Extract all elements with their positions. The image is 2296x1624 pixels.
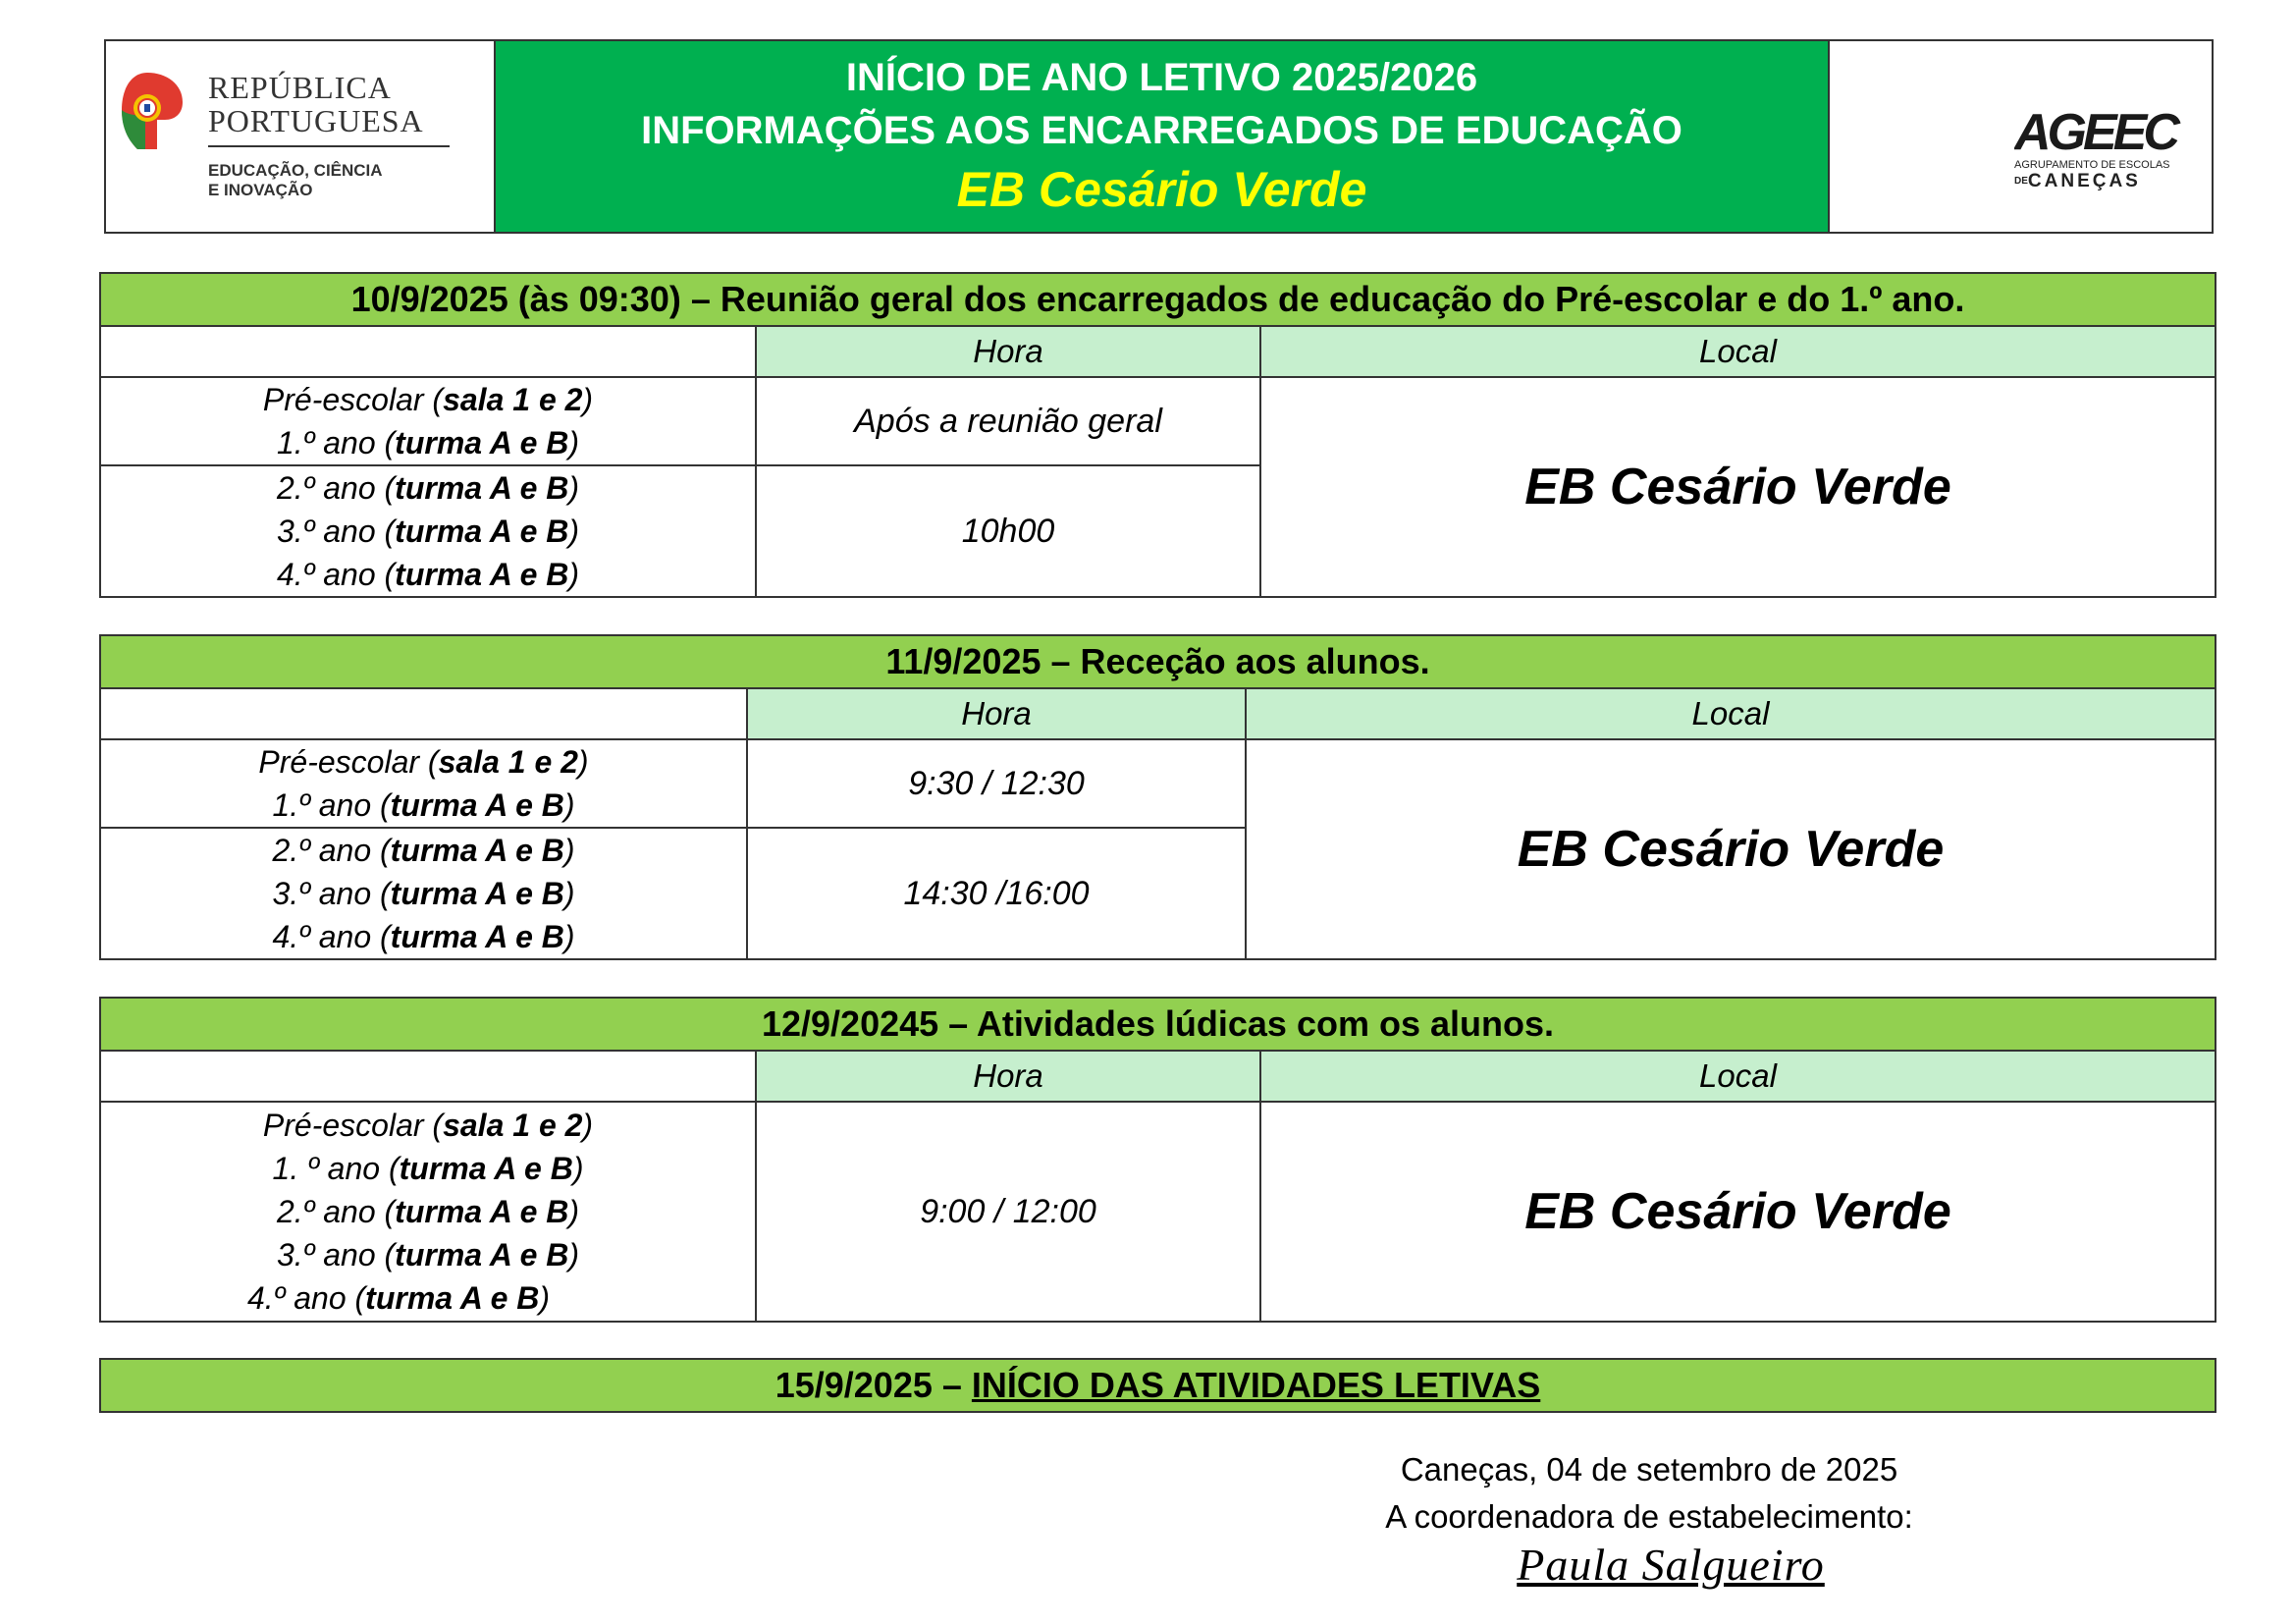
footer-place-date: Caneças, 04 de setembro de 2025	[1400, 1451, 1898, 1488]
section2-row2-hora: 14:30 /16:00	[747, 828, 1246, 959]
section1-row2-groups	[100, 465, 756, 597]
section1-blank-header	[100, 326, 756, 377]
group-line: 1.º ano (turma A e B)	[276, 425, 580, 460]
section3-local: EB Cesário Verde	[1260, 1102, 2216, 1322]
agrupamento-logo-block	[1830, 41, 2212, 232]
group-line: 4.º ano (turma A e B)	[246, 1280, 551, 1316]
republic-divider	[208, 145, 450, 147]
section3-blank-header	[100, 1051, 756, 1102]
header-school-name: EB Cesário Verde	[956, 162, 1367, 217]
section3-title: 12/9/20245 – Atividades lúdicas com os alunos.	[100, 998, 2216, 1051]
section1-row1-hora: Após a reunião geral	[756, 377, 1260, 465]
document-header	[104, 39, 2214, 234]
agrupamento-subtitle: AGRUPAMENTO DE ESCOLAS	[2014, 159, 2170, 171]
header-title-line1: INÍCIO DE ANO LETIVO 2025/2026	[845, 56, 1478, 99]
section1-row2-hora: 10h00	[756, 465, 1260, 597]
section1-local: EB Cesário Verde	[1260, 377, 2216, 597]
group-line: 4.º ano (turma A e B)	[276, 557, 580, 592]
section2-hora-header: Hora	[747, 688, 1246, 739]
section1-table	[99, 272, 2216, 598]
section2-local: EB Cesário Verde	[1246, 739, 2216, 959]
section3-hora-header: Hora	[756, 1051, 1260, 1102]
group-line: 1. º ano (turma A e B)	[272, 1151, 584, 1186]
group-line: 2.º ano (turma A e B)	[272, 833, 575, 868]
group-line: 3.º ano (turma A e B)	[276, 1237, 580, 1272]
section3-local-header: Local	[1260, 1051, 2216, 1102]
group-line: 2.º ano (turma A e B)	[276, 470, 580, 506]
section2-blank-header	[100, 688, 747, 739]
header-title-block	[496, 41, 1830, 232]
portuguese-coat-of-arms-icon	[118, 71, 188, 151]
svg-text:AGEEC: AGEEC	[2014, 104, 2176, 157]
section1-hora-header: Hora	[756, 326, 1260, 377]
section1-title: 10/9/2025 (às 09:30) – Reunião geral dos encarregados de educação do Pré-escolar e do 1.º ano.	[100, 273, 2216, 326]
section2-row1-hora: 9:30 / 12:30	[747, 739, 1246, 828]
group-line: Pré-escolar (sala 1 e 2)	[262, 1108, 594, 1143]
group-line: Pré-escolar (sala 1 e 2)	[262, 382, 594, 417]
section3-hora: 9:00 / 12:00	[756, 1102, 1260, 1322]
section2-table	[99, 634, 2216, 960]
section2-row2-groups	[100, 828, 747, 959]
footer-role: A coordenadora de estabelecimento:	[1385, 1498, 1913, 1535]
agrupamento-logo-icon	[2014, 104, 2191, 157]
group-line: 4.º ano (turma A e B)	[272, 919, 575, 954]
section4-title-underlined: INÍCIO DAS ATIVIDADES LETIVAS	[971, 1365, 1541, 1405]
republic-name: REPÚBLICA PORTUGUESA	[208, 70, 424, 138]
ministry-name: EDUCAÇÃO, CIÊNCIA E INOVAÇÃO	[208, 161, 383, 199]
footer-signature: Paula Salgueiro	[1517, 1540, 1825, 1590]
republica-logo-block	[106, 41, 496, 232]
section3-table	[99, 997, 2216, 1323]
section4-title: 15/9/2025 – INÍCIO DAS ATIVIDADES LETIVAS	[100, 1359, 2216, 1412]
group-line: Pré-escolar (sala 1 e 2)	[258, 744, 589, 780]
header-title-line2: INFORMAÇÕES AOS ENCARREGADOS DE EDUCAÇÃO	[641, 109, 1682, 152]
section2-title: 11/9/2025 – Receção aos alunos.	[100, 635, 2216, 688]
group-line: 3.º ano (turma A e B)	[272, 876, 575, 911]
agrupamento-name: $^{DE}$CANEÇAS	[2014, 171, 2141, 191]
group-line: 1.º ano (turma A e B)	[272, 787, 575, 823]
section3-groups	[100, 1102, 756, 1322]
section2-local-header: Local	[1246, 688, 2216, 739]
section2-row1-groups	[100, 739, 747, 828]
section4-table	[99, 1358, 2216, 1413]
group-line: 3.º ano (turma A e B)	[276, 514, 580, 549]
section1-local-header: Local	[1260, 326, 2216, 377]
group-line: 2.º ano (turma A e B)	[276, 1194, 580, 1229]
section1-row1-groups	[100, 377, 756, 465]
